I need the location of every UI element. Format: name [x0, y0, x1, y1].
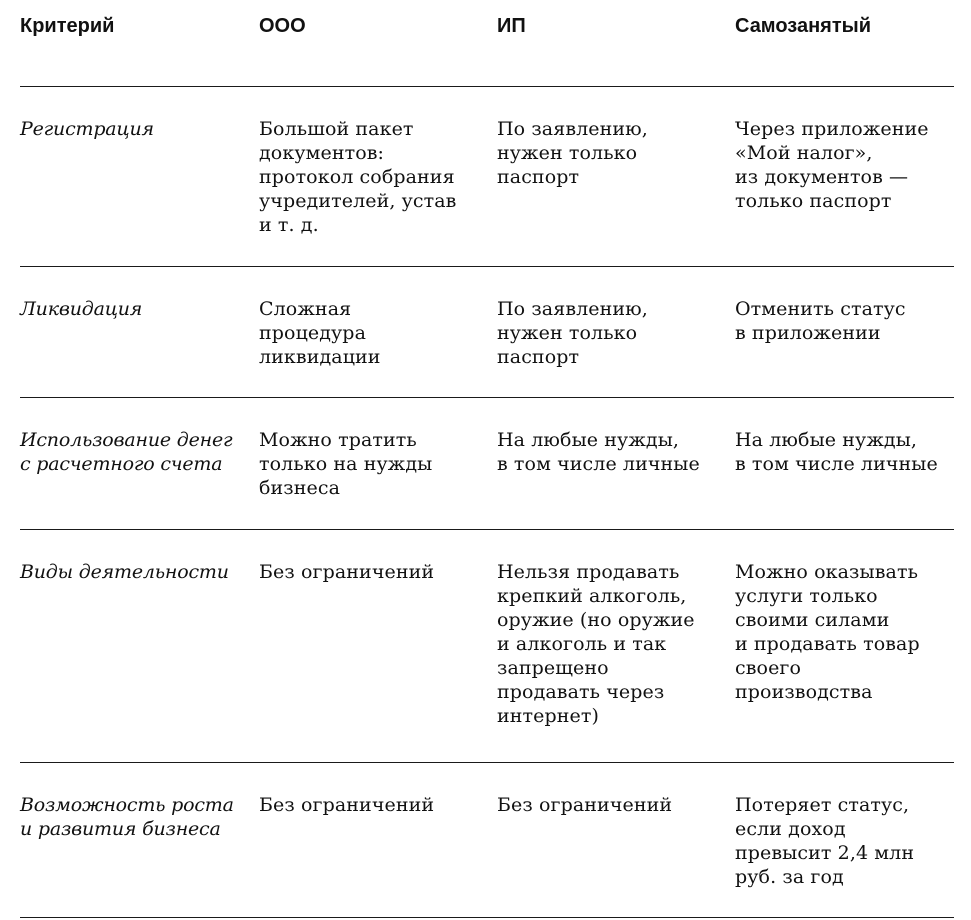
self-employed-cell: Через приложение «Мой налог», из документов — только паспорт: [735, 118, 929, 212]
comparison-table: [20, 0, 954, 918]
ip-cell: Нельзя продавать крепкий алкоголь, оружие (но оружие и алкоголь и так запрещено продавать через интернет): [497, 561, 695, 727]
ip-cell: По заявлению, нужен только паспорт: [497, 298, 648, 368]
ip-cell: Без ограничений: [497, 794, 673, 816]
table-row: [20, 530, 954, 763]
criterion-cell: Использование денег с расчетного счета: [20, 429, 233, 475]
table-row: [20, 87, 954, 267]
header-ooo: ООО: [259, 15, 306, 37]
self-employed-cell: На любые нужды, в том числе личные: [735, 429, 938, 475]
ooo-cell: Без ограничений: [259, 561, 435, 583]
table-header: [20, 0, 954, 87]
self-employed-cell: Потеряет статус, если доход превысит 2,4 млн руб. за год: [735, 794, 915, 888]
table-row: [20, 267, 954, 398]
header-self-employed: Самозанятый: [735, 15, 872, 37]
ooo-cell: Большой пакет документов: протокол собрания учредителей, устав и т. д.: [259, 118, 457, 236]
table-row: [20, 763, 954, 918]
criterion-cell: Виды деятельности: [20, 561, 229, 583]
ooo-cell: Можно тратить только на нужды бизнеса: [259, 429, 433, 499]
ooo-cell: Сложная процедура ликвидации: [259, 298, 381, 368]
criterion-cell: Регистрация: [20, 118, 154, 140]
self-employed-cell: Можно оказывать услуги только своими силами и продавать товар своего производства: [735, 561, 920, 703]
ip-cell: По заявлению, нужен только паспорт: [497, 118, 648, 188]
criterion-cell: Возможность роста и развития бизнеса: [20, 794, 234, 840]
criterion-cell: Ликвидация: [20, 298, 143, 320]
self-employed-cell: Отменить статус в приложении: [735, 298, 906, 344]
header-criterion: Критерий: [20, 15, 115, 37]
header-ip: ИП: [497, 15, 526, 37]
ooo-cell: Без ограничений: [259, 794, 435, 816]
table-row: [20, 398, 954, 530]
ip-cell: На любые нужды, в том числе личные: [497, 429, 700, 475]
